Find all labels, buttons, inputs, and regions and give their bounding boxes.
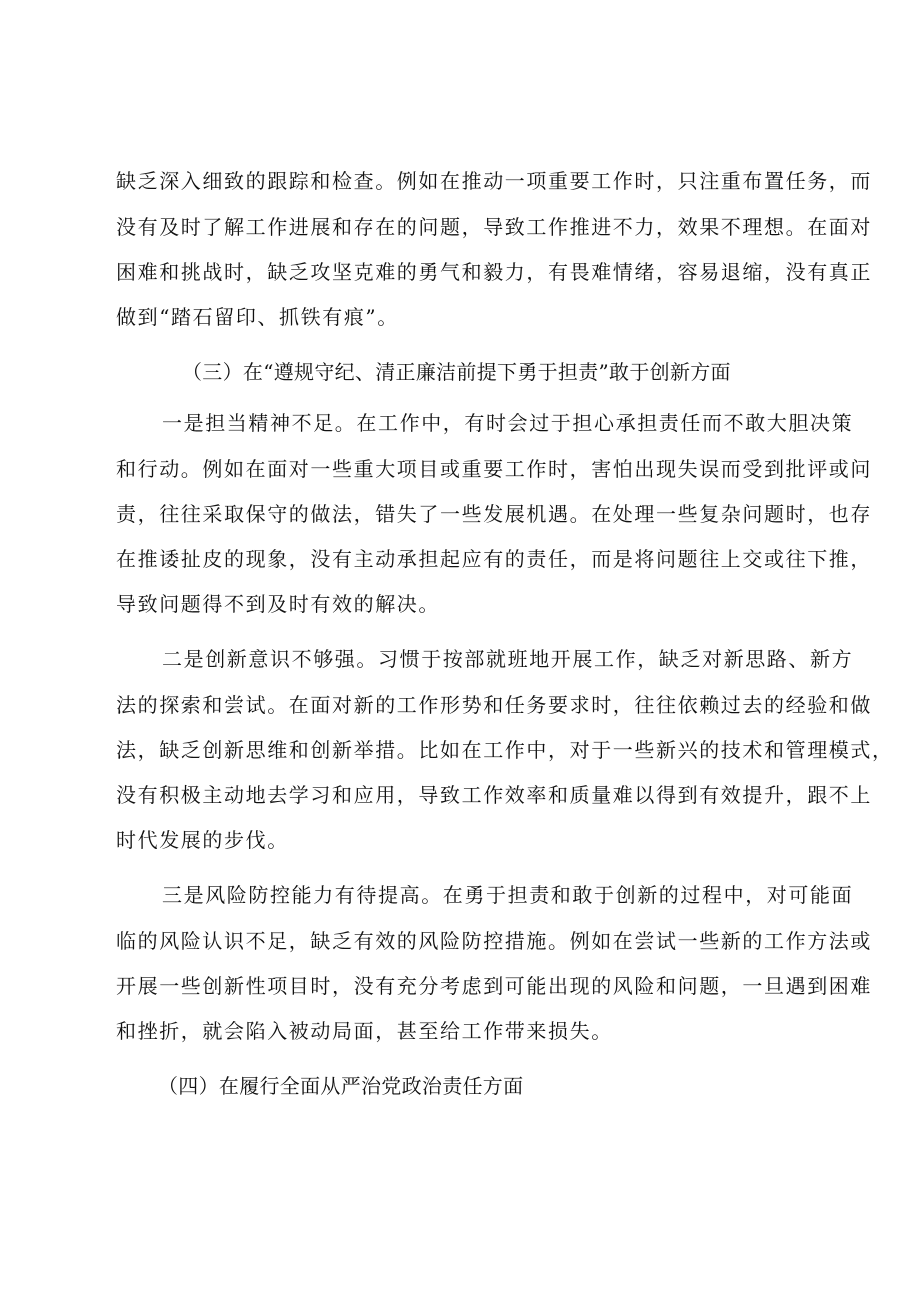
section-heading-3: （三）在“遵规守纪、清正廉洁前提下勇于担责”敢于创新方面: [182, 360, 731, 384]
text-line: 困难和挑战时，缺乏攻坚克难的勇气和毅力，有畏难情绪，容易退缩，没有真正: [116, 260, 872, 284]
text-line: 缺乏深入细致的跟踪和检查。例如在推动一项重要工作时，只注重布置任务，而: [116, 169, 872, 193]
text-line: 和行动。例如在面对一些重大项目或重要工作时，害怕出现失误而受到批评或问: [116, 457, 872, 481]
text-line: 没有积极主动地去学习和应用，导致工作效率和质量难以得到有效提升，跟不上: [116, 783, 872, 807]
section-heading-4: （四）在履行全面从严治党政治责任方面: [158, 1074, 524, 1098]
text-line: 时代发展的步伐。: [116, 828, 289, 852]
text-line: 没有及时了解工作进展和存在的问题，导致工作推进不力，效果不理想。在面对: [116, 215, 872, 239]
text-line: 法的探索和尝试。在面对新的工作形势和任务要求时，往往依赖过去的经验和做: [116, 693, 872, 717]
text-line: 责，往往采取保守的做法，错失了一些发展机遇。在处理一些复杂问题时，也存: [116, 502, 872, 526]
text-line: 临的风险认识不足，缺乏有效的风险防控措施。例如在尝试一些新的工作方法或: [116, 929, 872, 953]
text-line: 和挫折，就会陷入被动局面，甚至给工作带来损失。: [116, 1019, 613, 1043]
text-line: 二是创新意识不够强。习惯于按部就班地开展工作，缺乏对新思路、新方: [162, 647, 854, 671]
text-line: 导致问题得不到及时有效的解决。: [116, 592, 440, 616]
text-line: 三是风险防控能力有待提高。在勇于担责和敢于创新的过程中，对可能面: [162, 883, 854, 907]
text-line: 法，缺乏创新思维和创新举措。比如在工作中，对于一些新兴的技术和管理模式，: [116, 738, 894, 762]
text-line: 在推诿扯皮的现象，没有主动承担起应有的责任，而是将问题往上交或往下推，: [116, 547, 872, 571]
text-line: 一是担当精神不足。在工作中，有时会过于担心承担责任而不敢大胆决策: [162, 411, 854, 435]
text-line: 开展一些创新性项目时，没有充分考虑到可能出现的风险和问题，一旦遇到困难: [116, 974, 872, 998]
text-line: 做到“踏石留印、抓铁有痕”。: [116, 305, 399, 329]
